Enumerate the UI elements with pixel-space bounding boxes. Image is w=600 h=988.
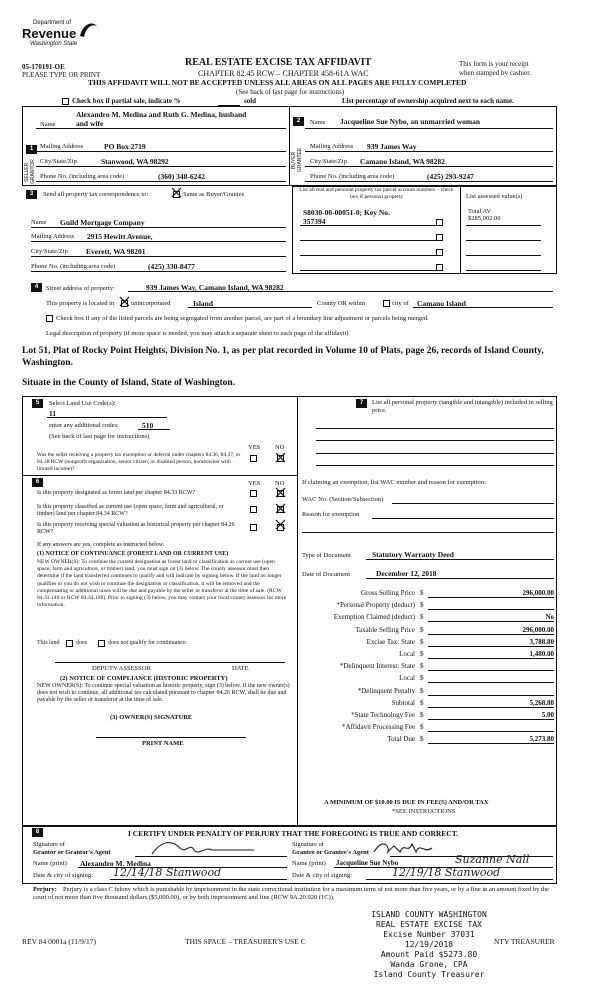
located-city[interactable]: Camano Island	[417, 299, 466, 308]
stamp-line-3: Excise Number 37031	[383, 930, 475, 939]
section-5-number: 5	[32, 399, 43, 408]
please-type: PLEASE TYPE OR PRINT	[22, 71, 101, 79]
land-does-not-checkbox[interactable]	[98, 640, 105, 647]
fin-row-label: *Delinquent Interest: State	[339, 662, 415, 670]
fin-row-value[interactable]: 5.00	[541, 711, 554, 719]
seller-phone[interactable]: (360) 348-6242	[158, 172, 205, 181]
grantor-date-city[interactable]: 12/14/18 Stanwood	[113, 866, 222, 879]
grantor-sig-label-2: Grantor or Grantor's Agent	[33, 849, 111, 856]
land-does-not-label: does not qualify for continuance.	[108, 640, 188, 646]
checkmark-x-icon-5	[274, 502, 287, 515]
tax-corr-city[interactable]: Everett, WA 98201	[86, 247, 146, 256]
tax-corr-city-label: City/State/Zip	[31, 248, 68, 255]
doc-type[interactable]: Statutory Warranty Deed	[372, 550, 454, 559]
fin-row-label: *State Technology Fee	[351, 711, 415, 719]
pp-line-4[interactable]	[316, 465, 554, 466]
tax-corr-mailing-line	[31, 241, 286, 242]
unincorporated-label: unincorporated	[131, 300, 171, 307]
form-warning: THIS AFFIDAVIT WILL NOT BE ACCEPTED UNLESS ALL AREAS ON ALL PAGES ARE FULLY COMPLETED	[88, 78, 467, 87]
buyer-mailing-label: Mailing Address	[310, 143, 354, 150]
stamp-line-7: Island County Treasurer	[373, 970, 485, 979]
fin-row-currency: $	[420, 699, 424, 707]
fin-row-currency: $	[420, 589, 424, 597]
wac-line[interactable]	[392, 503, 554, 504]
form-subtitle: CHAPTER 82.45 RCW – CHAPTER 458-61A WAC	[198, 69, 369, 78]
grantee-date-label: Date & city of signing:	[292, 872, 352, 879]
city-of-checkbox[interactable]	[383, 300, 390, 307]
av-line-2	[466, 240, 541, 241]
fin-row-label: Local	[399, 650, 415, 658]
s6-no: NO	[275, 480, 285, 487]
buyer-city[interactable]: Camano Island, WA 98282	[360, 157, 445, 166]
grantor-signature-icon	[150, 838, 260, 858]
doc-date[interactable]: December 12, 2018	[376, 569, 437, 578]
grantee-date-city[interactable]: 12/19/18 Stanwood	[392, 866, 501, 879]
reason-line-2[interactable]	[302, 532, 554, 533]
fin-row-currency: $	[420, 687, 424, 695]
section-1-number: 1	[26, 145, 37, 154]
pp-line-2[interactable]	[316, 440, 554, 441]
segregation-label: Check box if any of the listed parcels are being segregated from another parcel, are part of a boundary line adjustment or parcels being merged.	[56, 315, 429, 322]
legal-desc-label: Legal description of property (if more space is needed, you may attach a separate sheet to each page of the affidavit)	[46, 330, 349, 337]
buyer-mailing[interactable]: 939 James Way	[367, 142, 417, 151]
grantee-signature-icon	[372, 838, 442, 858]
assessed-header: List assessed value(s)	[466, 193, 523, 200]
fin-row-line	[428, 621, 554, 622]
stamp-line-6: Wanda Grone, CPA	[390, 960, 468, 969]
current-use-question: Is this property classified as current use (open space, farm and agricultural, or timber) land per chapter 84.34 RCW?	[37, 504, 224, 517]
print-name-line[interactable]	[96, 737, 246, 738]
total-av[interactable]: $285,002.00	[468, 215, 501, 222]
buyer-city-label: City/State/Zip	[310, 158, 347, 165]
receipt-note-2: when stamped by cashier.	[459, 69, 531, 77]
notice2-title: (2) NOTICE OF COMPLIANCE (HISTORIC PROPERTY)	[60, 675, 228, 682]
personal-property-checkbox-3[interactable]	[436, 249, 443, 256]
tax-corr-label: Send all property tax correspondence to:	[43, 191, 149, 198]
section-8-number: 8	[32, 828, 43, 837]
pp-line-1[interactable]	[316, 428, 554, 429]
land-use-label: Select Land Use Code(s):	[49, 400, 116, 407]
seller-mailing-label: Mailing Address	[40, 143, 84, 150]
grantee-sig-label-2: Grantee or Grantee's Agent	[292, 849, 369, 856]
perjury-text: Perjury is a class C felony which is punishable by imprisonment in the state correctional institution for a maximum term of not more than five years, or by a fine in an amount fixed by the court of not more than five thousand dollars ($5,000.00), or by both imprisonment and fine (RCW 9A.20.020 (1C)).	[33, 886, 549, 901]
seller-city-line	[36, 166, 286, 167]
av-line-1	[466, 225, 541, 226]
land-does-label: does	[76, 640, 87, 646]
current-use-yes-checkbox[interactable]	[250, 506, 257, 513]
seller-mailing-line	[36, 151, 286, 152]
historic-yes-checkbox[interactable]	[250, 524, 257, 531]
logo-line2: Revenue	[22, 26, 77, 41]
fin-row-line	[428, 646, 554, 647]
total-av-label: Total AV	[468, 208, 492, 215]
street-label: Street address of property:	[46, 285, 115, 292]
fin-row-currency: $	[420, 613, 424, 621]
seller-name-line1: Alexandro M. Medina and Ruth G. Medina, husband	[76, 110, 247, 119]
checkmark-x-icon-2	[118, 295, 131, 308]
land-use-code[interactable]: 11	[49, 409, 57, 418]
stamp-line-4: 12/19/2018	[404, 940, 454, 949]
fin-row-line	[428, 707, 554, 708]
land-use-code-line	[47, 417, 167, 418]
fin-row-label: Taxable Selling Price	[355, 626, 415, 634]
form-title: REAL ESTATE EXCISE TAX AFFIDAVIT	[185, 57, 372, 68]
located-county[interactable]: Island	[193, 299, 214, 308]
seller-name-line2: and wife	[76, 119, 104, 128]
fin-row-label: Local	[399, 674, 415, 682]
tax-corr-name-line	[31, 227, 286, 228]
tax-corr-name[interactable]: Guild Mortgage Company	[60, 218, 145, 227]
fin-row-line	[428, 743, 554, 744]
fin-row-currency: $	[420, 638, 424, 646]
notice1-title: (1) NOTICE OF CONTINUANCE (FOREST LAND OR CURRENT USE)	[37, 551, 229, 557]
exemption-question: Was the seller receiving a property tax exemption or deferral under chapters 84.36, 84.37, or 84.38 RCW (nonprofit organization, senior citizen, or disabled person, homeowner with limited income)?	[37, 452, 241, 472]
fin-row-currency: $	[420, 601, 424, 609]
fin-row-currency: $	[420, 674, 424, 682]
land-use-yes: YES	[248, 444, 261, 451]
notice2-text: NEW OWNER(S): To continue special valuation as historic property, sign (3) below. If the new owner(s) does not wish to continue, all additional tax calculated pursuant to chapter 84.26 RCW, shall be due and payable by the seller or transferor at the time of sale.	[37, 683, 290, 704]
same-as-buyer-label: Same as Buyer/Grantee	[183, 191, 245, 198]
see-back-note: (See back of last page for instructions)	[236, 88, 345, 96]
treasurer-space-left: THIS SPACE – TREASURER'S USE C	[185, 937, 306, 946]
partial-sale-label: Check box if partial sale, indicate %	[72, 97, 181, 105]
grantee-date-line	[366, 879, 553, 880]
seller-phone-label: Phone No. (including area code)	[40, 173, 125, 180]
form-code: 05-170191-OE	[22, 63, 65, 71]
seller-phone-line	[36, 181, 286, 182]
pp-line-3[interactable]	[316, 453, 554, 454]
deputy-date-label: DATE	[232, 665, 249, 672]
buyer-name[interactable]: Jacqueline Sue Nybo, an unmarried woman	[340, 117, 481, 126]
fin-row-label: *Delinquent Penalty	[357, 687, 415, 695]
checkmark-x-icon	[170, 186, 183, 199]
parties-divider	[289, 106, 290, 186]
fin-row-label: *Affidavit Processing Fee	[342, 723, 415, 731]
personal-property-label: List all personal property (tangible and intangible) included in selling price.	[372, 399, 553, 414]
deputy-assessor-line[interactable]	[55, 662, 285, 663]
see-instructions: *SEE INSTRUCTIONS	[392, 808, 456, 815]
fin-row-value[interactable]: 296,000.00	[522, 626, 554, 634]
s6-yes: YES	[248, 480, 261, 487]
fin-row-currency: $	[420, 723, 424, 731]
seller-mailing[interactable]: PO Box 2719	[104, 142, 146, 151]
fin-row-line	[428, 597, 554, 598]
street-line	[128, 291, 553, 292]
parcel-number-1[interactable]: S8030-00-00051-0; Key No.	[303, 208, 390, 217]
fin-row-value[interactable]: 5,268.80	[529, 699, 554, 707]
section-4-number: 4	[31, 283, 42, 292]
doc-date-line	[366, 578, 554, 579]
checkmark-x-icon-4	[274, 486, 287, 499]
partial-sale-sold: sold	[244, 97, 257, 105]
parcel-header: List all real and personal property tax parcel account numbers – check box if personal property	[299, 187, 454, 200]
city-of-label: city of	[392, 300, 409, 307]
parcel-line-4	[300, 270, 436, 271]
tax-corr-phone-line	[31, 271, 286, 272]
fin-row-line	[428, 682, 554, 683]
land-does-checkbox[interactable]	[66, 640, 73, 647]
answers-note: If any answers are yes, complete as instructed below.	[37, 542, 165, 548]
parcel-number-2[interactable]: 357394	[303, 217, 326, 226]
grantee-sig-label-1: Signature of	[292, 841, 324, 848]
buyer-city-line	[305, 166, 553, 167]
fin-row-currency: $	[420, 650, 424, 658]
fin-row-value[interactable]: 296,000.00	[522, 589, 554, 597]
segregation-checkbox[interactable]	[46, 315, 53, 322]
fin-row-value[interactable]: 1,480.00	[529, 650, 554, 658]
buyer-phone[interactable]: (425) 293-9247	[427, 172, 474, 181]
situate-text: Situate in the County of Island, State of Washington.	[22, 378, 236, 388]
seller-city-label: City/State/Zip	[40, 158, 77, 165]
reason-label: Reason for exemption	[302, 511, 360, 518]
minimum-note: A MINIMUM OF $10.00 IS DUE IN FEE(S) AND/OR TAX	[324, 799, 489, 806]
parcel-line-3	[300, 255, 436, 256]
print-name-label: PRINT NAME	[142, 740, 184, 747]
section-6-divider	[22, 475, 297, 476]
land-use-see-back: (See back of last page for instructions)	[49, 433, 150, 440]
located-label: This property is located in	[46, 300, 115, 307]
exemption-yes-checkbox[interactable]	[250, 455, 257, 462]
tax-corr-mailing[interactable]: 2915 Hewitt Avenue,	[87, 232, 153, 241]
fin-row-label: Excise Tax: State	[366, 638, 415, 646]
seller-name-label: Name	[40, 121, 56, 128]
grantor-name-label: Name (print)	[33, 860, 67, 867]
buyer-phone-label: Phone No. (including area code)	[310, 173, 395, 180]
fin-row-line	[428, 731, 554, 732]
personal-property-checkbox-2[interactable]	[436, 234, 443, 241]
fin-row-currency: $	[420, 711, 424, 719]
tax-corr-phone[interactable]: (425) 330-8477	[148, 262, 195, 271]
fin-row-line	[428, 719, 554, 720]
fin-row-label: Total Due	[387, 735, 415, 743]
doc-type-line	[366, 559, 554, 560]
stamp-line-5: Amount Paid $5273.80	[380, 950, 478, 959]
seller-side-label: SELLER GRANTOR	[24, 159, 36, 184]
fin-row-line	[428, 670, 554, 671]
fin-row-line	[428, 634, 554, 635]
reason-line-1[interactable]	[372, 518, 554, 519]
grantor-sig-label-1: Signature of	[33, 841, 65, 848]
tax-corr-mailing-label: Mailing Address	[31, 233, 75, 240]
fin-row-label: *Personal Property (deduct)	[336, 601, 415, 609]
fin-row-value[interactable]: 5,273.80	[529, 735, 554, 743]
this-land-label: This land	[37, 640, 60, 646]
tax-corr-city-line	[31, 256, 286, 257]
parcel-line-2	[300, 240, 436, 241]
grantee-name-handwritten: Suzanne Nall	[455, 853, 530, 866]
forest-yes-checkbox[interactable]	[250, 490, 257, 497]
parcel-line-1	[300, 225, 436, 226]
additional-codes-label: enter any additional codes:	[49, 422, 119, 429]
wac-label: WAC No. (Section/Subsection)	[302, 496, 384, 503]
buyer-phone-line	[305, 181, 553, 182]
located-city-line	[413, 307, 553, 308]
buyer-name-label: Name	[310, 119, 326, 126]
fin-row-label: Exemption Claimed (deduct)	[333, 613, 415, 621]
historic-question: Is this property receiving special valuation as historical property per chapter 84.26 RCW?	[37, 522, 235, 535]
fin-row-line	[428, 609, 554, 610]
section-2-number: 2	[293, 117, 304, 126]
grantor-name[interactable]: Alexandro M. Medina	[80, 859, 151, 868]
certify-statement: I CERTIFY UNDER PENALTY OF PERJURY THAT THE FOREGOING IS TRUE AND CORRECT.	[128, 829, 459, 838]
fin-row-currency: $	[420, 626, 424, 634]
av-line-3	[466, 255, 541, 256]
fin-row-line	[428, 658, 554, 659]
personal-property-checkbox-4[interactable]	[436, 264, 443, 271]
section-6-number: 6	[32, 478, 43, 487]
receipt-note-1: This form is your receipt	[459, 60, 529, 68]
grantor-date-label: Date & city of signing:	[33, 872, 93, 879]
additional-code[interactable]: 510	[142, 421, 154, 430]
personal-property-checkbox-1[interactable]	[436, 219, 443, 226]
land-use-no: NO	[275, 444, 285, 451]
parcel-divider	[460, 186, 461, 274]
doc-type-label: Type of Document	[302, 552, 351, 559]
av-line-4	[466, 270, 541, 271]
dor-swoosh-icon	[77, 20, 99, 40]
fin-row-line	[428, 695, 554, 696]
seller-city[interactable]: Stanwood, WA 98292	[101, 157, 169, 166]
partial-sale-checkbox[interactable]	[62, 98, 69, 105]
grantor-date-line	[110, 879, 287, 880]
notice1-text: NEW OWNER(S): To continue the current designation as forest land or classification as current use (open space, farm and agriculture, or timber) land, you must sign on (3) below. The county assessor must then determine if the land transferred continues to qualify and will indicate by signing below. If the land no longer qualifies or you do not wish to continue the designation or classification, it will be removed and the compensating or additional taxes will be due and payable by the seller or transferor at the time of sale. (RCW 84.33.140 or RCW 84.34.108). Prior to signing (3) below, you may contact your local county assessor for more information.	[37, 559, 287, 609]
section-7-number: 7	[356, 399, 367, 408]
form-revision: REV 84 0001a (11/9/17)	[22, 937, 96, 946]
additional-code-line	[138, 429, 170, 430]
lower-divider	[297, 396, 298, 826]
forest-question: Is this property designated as forest land per chapter 84.33 RCW?	[37, 490, 196, 496]
treasurer-space-right: NTY TREASURER	[494, 937, 555, 946]
checkmark-x-icon-3	[274, 451, 287, 464]
doc-date-label: Date of Document	[302, 571, 351, 578]
county-or-within: County OR within	[317, 300, 366, 307]
buyer-side-label: BUYER GRANTEE	[291, 147, 303, 173]
buyer-mailing-line	[305, 151, 553, 152]
logo-line1: Department of	[33, 20, 72, 26]
perjury-title: Perjury:	[33, 886, 57, 893]
checkmark-x-icon-6	[274, 518, 287, 531]
legal-description: Lot 51, Plat of Rocky Point Heights, Division No. 1, as per plat recorded in Volume 10 of Plats, page 26, records of Island County, Washington.	[22, 346, 544, 368]
stamp-line-1: ISLAND COUNTY WASHINGTON	[371, 910, 487, 919]
tax-corr-phone-label: Phone No. (including area code)	[31, 263, 116, 270]
grantee-name-label: Name (print)	[292, 860, 326, 867]
logo-line3: Washington State	[30, 41, 78, 47]
stamp-line-2: REAL ESTATE EXCISE TAX	[376, 920, 482, 929]
exemption-claim-label: If claiming an exemption, list WAC number and reason for exemption:	[302, 479, 486, 486]
seller-name-line[interactable]	[36, 128, 286, 129]
located-county-line	[188, 307, 312, 308]
owner-signature-label: (3) OWNER(S) SIGNATURE	[110, 714, 193, 721]
deputy-assessor-label: DEPUTY ASSESSOR	[92, 665, 151, 672]
tax-corr-name-label: Name	[31, 219, 47, 226]
buyer-name-line	[305, 128, 553, 129]
section-3-number: 3	[26, 190, 37, 199]
fin-row-currency: $	[420, 735, 424, 743]
fin-row-label: Subtotal	[391, 699, 415, 707]
fin-row-currency: $	[420, 662, 424, 670]
ownership-pct-note: List percentage of ownership acquired next to each name.	[342, 97, 514, 105]
street-address[interactable]: 939 James Way, Camano Island, WA 98282	[146, 283, 284, 292]
fin-row-value[interactable]: 3,788.80	[529, 638, 554, 646]
fin-row-value[interactable]: No	[545, 613, 554, 621]
fin-row-label: Gross Selling Price	[360, 589, 415, 597]
grantee-name[interactable]: Jacqueline Sue Nybo	[336, 859, 399, 867]
